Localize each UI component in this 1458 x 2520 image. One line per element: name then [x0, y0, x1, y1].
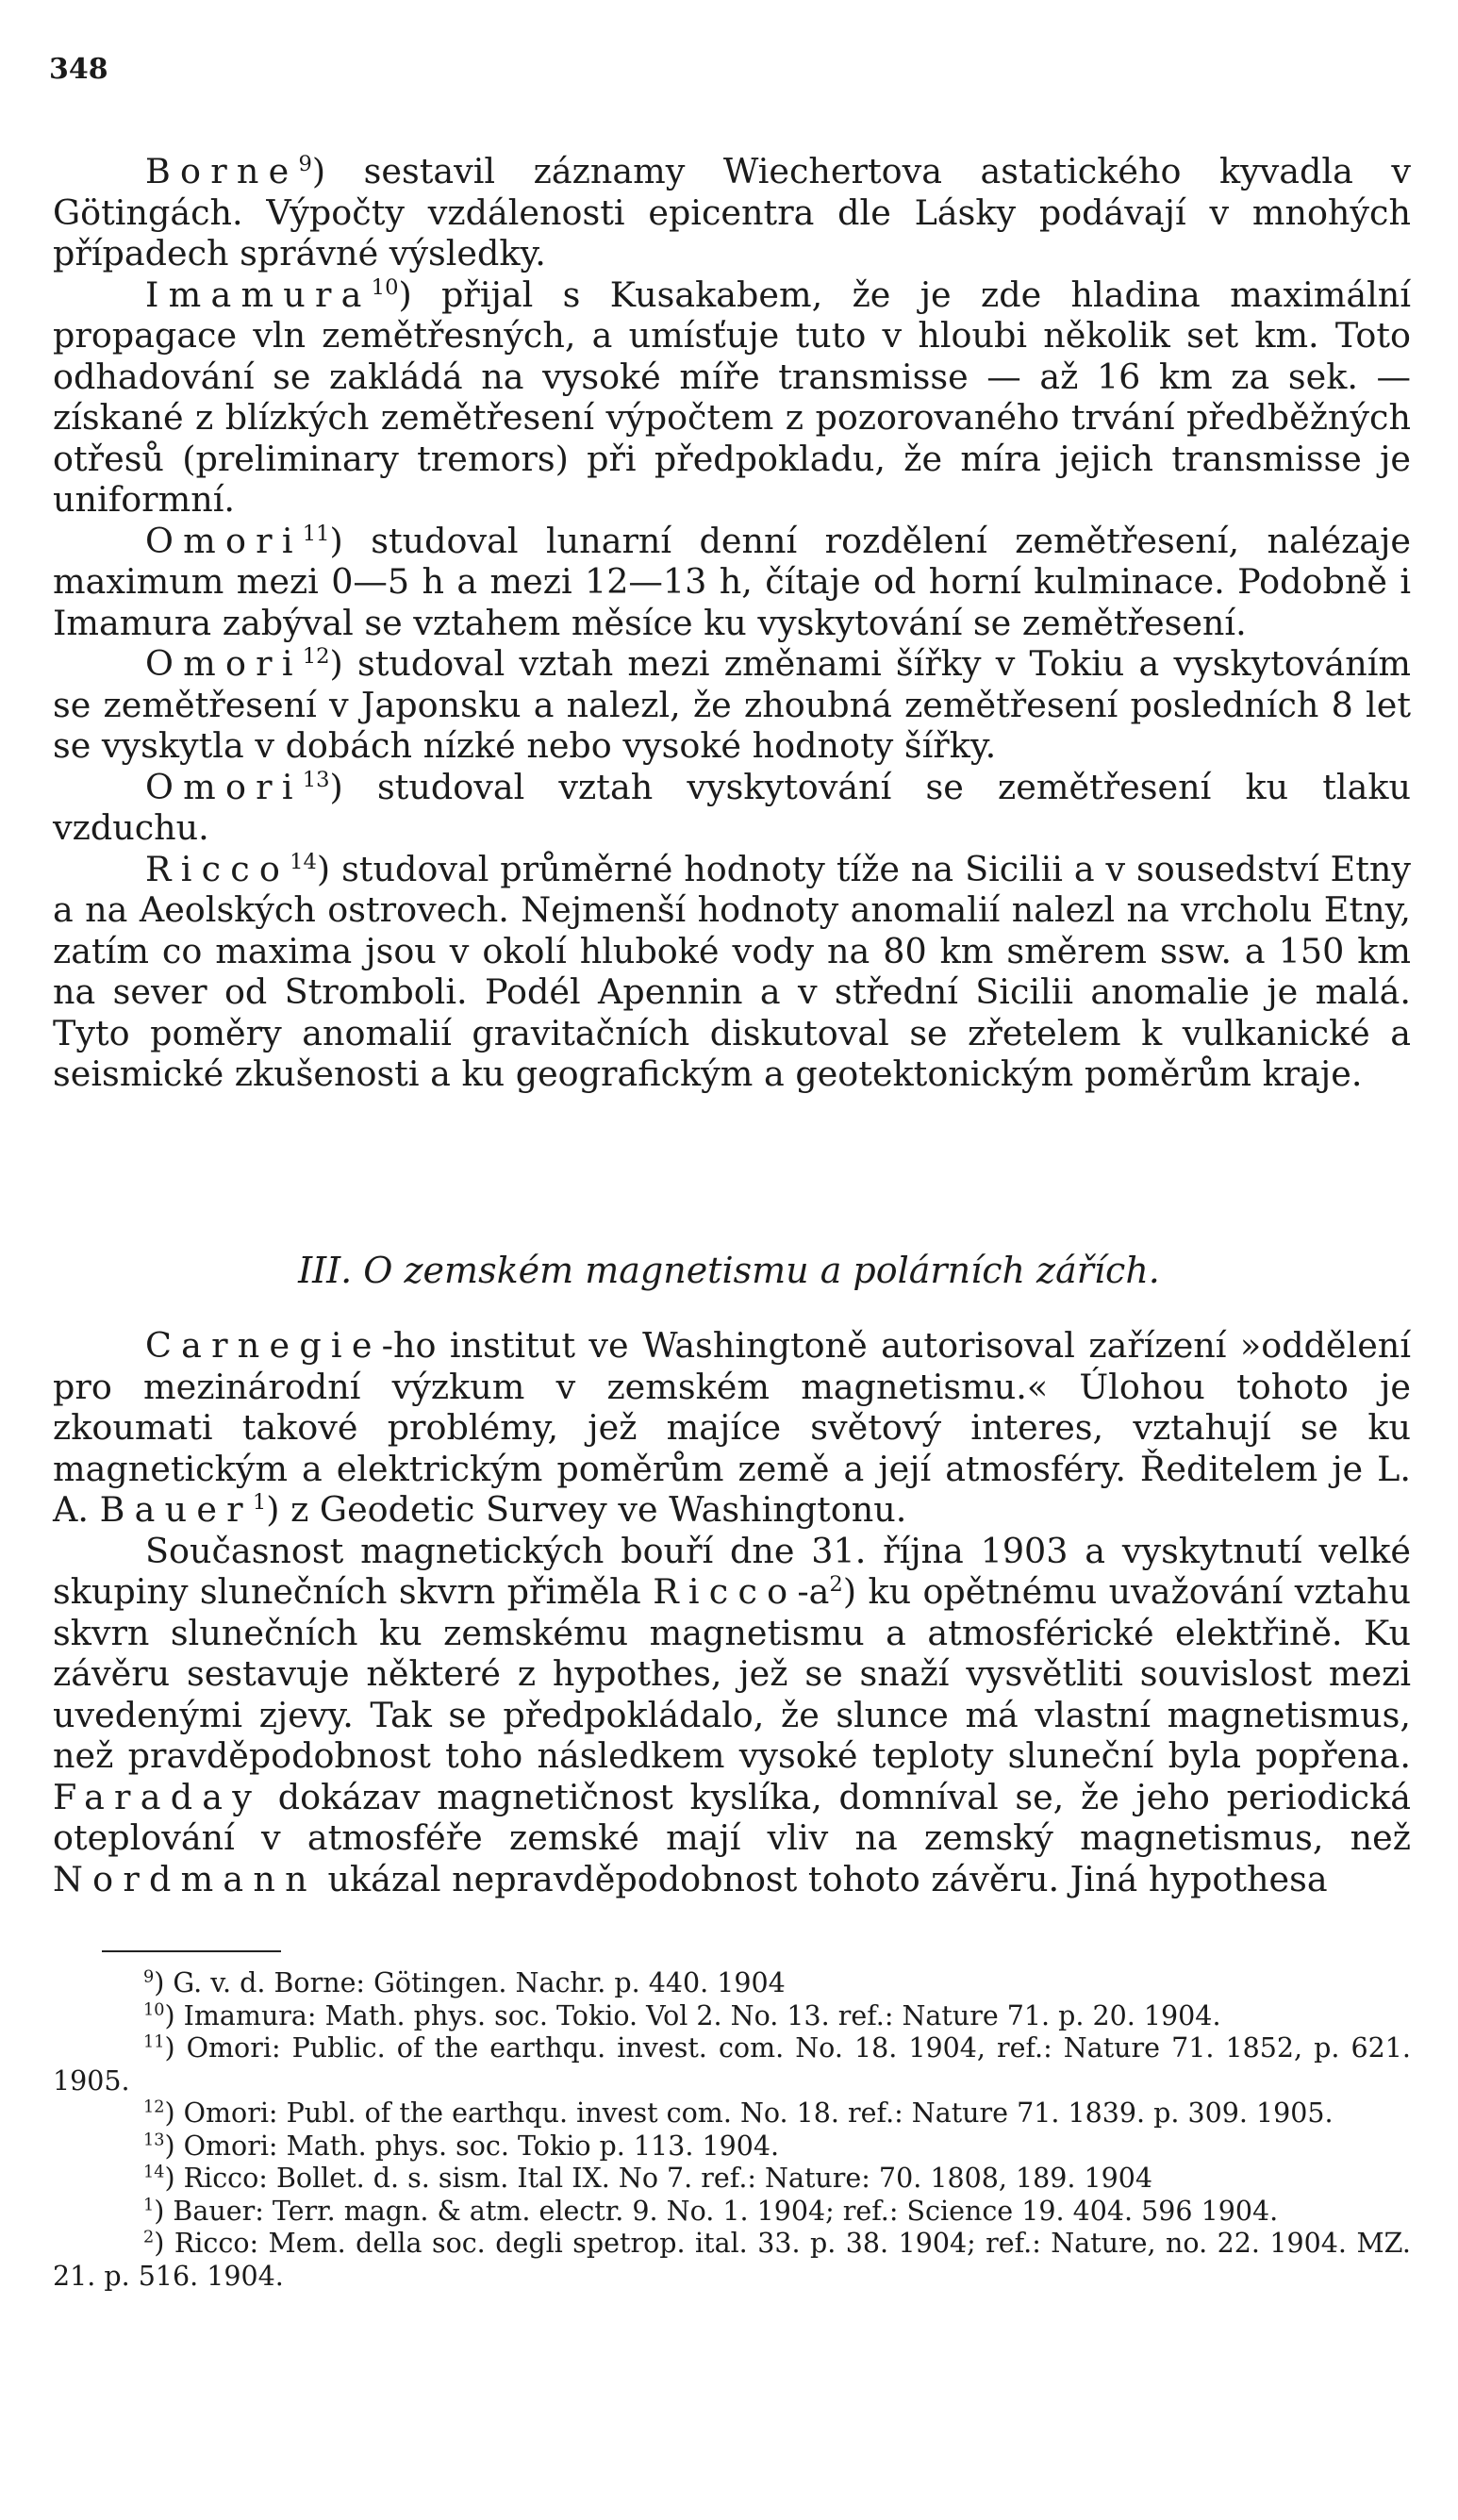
footnote: [53, 2097, 1411, 2130]
footnote-text: ) Omori: Publ. of the earthqu. invest com. No. 18. ref.: Nature 71. 1839. p. 309. 1905.: [164, 2097, 1334, 2129]
author-name: Omori: [145, 520, 303, 561]
paragraph-text: ) studoval průměrné hodnoty tíže na Sicilii a v sousedství Etny a na Aeolských ostrovech. Nejmenší hodnoty anomalií nalezl na vrcholu Etny, zatím co maxima jsou v okolí hluboké vody na 80 km směrem ssw. a 150 km na sever od Stromboli. Podél Apennin a v střední Sicilii anomalie je malá. Tyto poměry anomalií gravitačních diskutoval se zřetelem k vulkanické a seismické zkušenosti a ku geografickým a geotektonickým poměrům kraje.: [53, 848, 1411, 1094]
footnote: [53, 1967, 1411, 2000]
paragraph-magnetic-storms: [53, 1531, 1411, 1900]
paragraph-text: ) studoval lunarní denní rozdělení zemětřesení, nalézaje maximum mezi 0—5 h a mezi 12—13 h, čítaje od horní kulminace. Podobně i Imamura zabýval se vztahem měsíce ku vyskytování se zemětřesení.: [53, 520, 1411, 643]
paragraph-text: Současnost magnetických bouří dne 31. října 1903 a vyskytnutí velké skupiny slunečních skvrn přiměla: [53, 1530, 1411, 1612]
paragraph-ricco-gravity: [53, 849, 1411, 1095]
footnote-ref: 11: [302, 521, 330, 546]
body-text-part2: [53, 1325, 1411, 1899]
section-heading: III. O zemském magnetismu a polárních zářích.: [298, 1250, 1160, 1291]
paragraph-omori-latitude: [53, 643, 1411, 767]
footnote-marker: 12: [143, 2097, 165, 2117]
footnote-marker: 2: [143, 2228, 155, 2247]
paragraph-text: ) sestavil záznamy Wiechertova astatického kyvadla v Götingách. Výpočty vzdálenosti epicentra dle Lásky podávají v mnohých případech správné výsledky.: [53, 151, 1411, 274]
name-suffix: -a: [797, 1571, 830, 1612]
paragraph-text: ) přijal s Kusakabem, že je zde hladina maximální propagace vln zemětřesných, a umísťuje tuto v hloubi několik set km. Toto odhadování se zakládá na vysoké míře transmisse — až 16 km za sek. — získané z blízkých zemětřesení výpočtem z pozorovaného trvání předběžných otřesů (preliminary tremors) při předpokladu, že míra jejich transmisse je uniformní.: [53, 274, 1411, 520]
paragraph-text: dokázav magnetičnost kyslíka, domníval se, že jeho periodická oteplování v atmosféře zemské mají vliv na zemský magnetismus, než: [53, 1776, 1411, 1858]
name-suffix: -ho: [381, 1325, 437, 1366]
footnote-divider: [102, 1950, 281, 1952]
footnote: [53, 2196, 1411, 2229]
paragraph-text: ) studoval vztah vyskytování se zemětřesení ku tlaku vzduchu.: [53, 766, 1411, 848]
footnote-marker: 14: [143, 2163, 165, 2182]
paragraph-carnegie: [53, 1325, 1411, 1531]
paragraph-imamura: [53, 274, 1411, 521]
paragraph-omori-pressure: [53, 767, 1411, 849]
footnote-marker: 9: [143, 1967, 155, 1987]
author-name: Borne: [145, 151, 299, 191]
footnote-ref: 12: [302, 643, 330, 669]
footnotes: [53, 1967, 1411, 2293]
footnote: [53, 2163, 1411, 2196]
author-name: Bauer: [99, 1489, 253, 1530]
page-number: 348: [49, 53, 108, 86]
footnote-text: ) G. v. d. Borne: Götingen. Nachr. p. 440. 1904: [154, 1967, 786, 1998]
footnote-marker: 13: [143, 2130, 165, 2149]
footnote-text: ) Ricco: Mem. della soc. degli spetrop. ital. 33. p. 38. 1904; ref.: Nature, no. 22. 1904. MZ. 21. p. 516. 1904.: [53, 2228, 1411, 2292]
footnote-text: ) Omori: Math. phys. soc. Tokio p. 113. 1904.: [164, 2130, 780, 2162]
footnote-ref: 13: [302, 767, 330, 792]
footnote-marker: 1: [143, 2196, 155, 2214]
footnote: [53, 2130, 1411, 2164]
paragraph-text: ukázal nepravděpodobnost tohoto závěru. Jiná hypothesa: [316, 1858, 1328, 1899]
paragraph-text: institut ve Washingtoně autorisoval zařízení »oddělení pro mezinárodní výzkum v zemském magnetismu.« Úlohou tohoto je zkoumati takové problémy, jež majíce světový interes, vztahují se ku magnetickým a elektrickým poměrům země a její atmosféry. Ředitelem je L. A.: [53, 1325, 1411, 1530]
author-name: Faraday: [53, 1776, 262, 1817]
paragraph-text: ) ku opětnému uvažování vztahu skvrn slunečních ku zemskému magnetismu a atmosférické elektřině. Ku závěru sestavuje některé z hypothes, jež se snaží vysvětliti souvislost mezi uvedenými zjevy. Tak se předpokládalo, že slunce má vlastní magnetismus, než pravděpodobnost toho následkem vysoké teploty sluneční byla popřena.: [53, 1571, 1411, 1776]
footnote-ref: 1: [252, 1489, 267, 1515]
footnote-ref: 2: [829, 1571, 843, 1597]
footnote-ref: 9: [298, 151, 312, 176]
footnote-ref: 14: [290, 849, 317, 874]
footnote-marker: 11: [143, 2032, 165, 2052]
author-name: Imamura: [145, 274, 372, 315]
footnote-marker: 10: [143, 2000, 165, 2019]
paragraph-borne: [53, 151, 1411, 274]
body-text-part1: [53, 151, 1411, 1095]
author-name: Omori: [145, 643, 303, 684]
footnote: [53, 2228, 1411, 2293]
footnote-text: ) Ricco: Bollet. d. s. sism. Ital IX. No 7. ref.: Nature: 70. 1808, 189. 1904: [164, 2163, 1153, 2194]
author-name: Nordmann: [53, 1858, 317, 1899]
paragraph-text: ) z Geodetic Survey ve Washingtonu.: [266, 1489, 907, 1530]
footnote-text: ) Imamura: Math. phys. soc. Tokio. Vol 2. No. 13. ref.: Nature 71. p. 20. 1904.: [164, 1999, 1221, 2031]
author-name: Ricco: [145, 848, 290, 889]
footnote: [53, 2000, 1411, 2033]
paragraph-text: ) studoval vztah mezi změnami šířky v Tokiu a vyskytováním se zemětřesení v Japonsku a nalezl, že zhoubná zemětřesení posledních 8 let se vyskytla v dobách nízké nebo vysoké hodnoty šířky.: [53, 643, 1411, 766]
footnote-ref: 10: [371, 274, 399, 300]
institution-name: Carnegie: [145, 1325, 382, 1366]
author-name: Omori: [145, 766, 303, 807]
footnote: [53, 2032, 1411, 2097]
author-name: Ricco: [653, 1571, 798, 1612]
footnote-text: ) Omori: Public. of the earthqu. invest. com. No. 18. 1904, ref.: Nature 71. 1852, p. 621. 1905.: [53, 2032, 1411, 2097]
paragraph-omori-lunar: [53, 521, 1411, 644]
footnote-text: ) Bauer: Terr. magn. & atm. electr. 9. No. 1. 1904; ref.: Science 19. 404. 596 1904.: [154, 2195, 1279, 2227]
